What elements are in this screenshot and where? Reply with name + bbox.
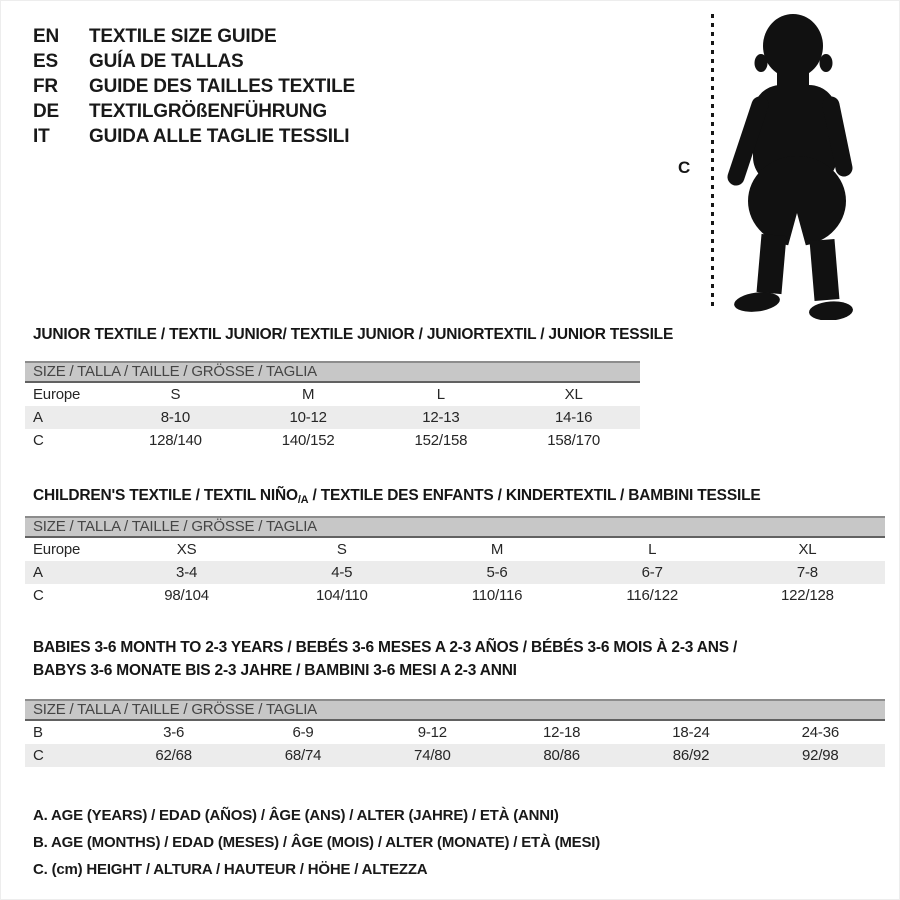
table-cell: 92/98 xyxy=(802,747,839,764)
table-cell: 86/92 xyxy=(672,747,710,764)
table-cell: 152/158 xyxy=(414,432,468,449)
table-row xyxy=(25,721,885,744)
table-cell: 9-12 xyxy=(417,724,447,741)
table-cell: 6-7 xyxy=(641,564,663,581)
language-title: GUIDE DES TAILLES TEXTILE xyxy=(89,75,355,97)
title-part: / TEXTILE DES ENFANTS / KINDERTEXTIL / BAMBINI TESSILE xyxy=(308,487,761,504)
language-title: GUIDA ALLE TAGLIE TESSILI xyxy=(89,125,350,147)
title-line: BABYS 3-6 MONATE BIS 2-3 JAHRE / BAMBINI 3-6 MESI A 2-3 ANNI xyxy=(33,662,517,679)
table-cell: 5-6 xyxy=(486,564,508,581)
language-title: TEXTILGRÖßENFÜHRUNG xyxy=(89,100,327,122)
baby-silhouette-icon xyxy=(700,5,870,320)
table-cell: XS xyxy=(176,541,197,558)
table-cell: 6-9 xyxy=(292,724,314,741)
title-line: BABIES 3-6 MONTH TO 2-3 YEARS / BEBÉS 3-6 MESES A 2-3 AÑOS / BÉBÉS 3-6 MOIS À 2-3 ANS / xyxy=(33,639,738,656)
table-cell: L xyxy=(436,386,445,403)
language-code: ES xyxy=(33,50,58,72)
table-cell: 98/104 xyxy=(164,587,209,604)
table-cell: 4-5 xyxy=(331,564,353,581)
table-cell: M xyxy=(490,541,504,558)
table-cell: 128/140 xyxy=(148,432,202,449)
table-cell: 3-6 xyxy=(163,724,185,741)
table-row xyxy=(25,561,885,584)
language-row xyxy=(33,49,355,74)
row-label: C xyxy=(33,587,44,604)
footnotes xyxy=(33,802,600,883)
table-cell: 110/116 xyxy=(471,587,523,604)
language-row xyxy=(33,74,355,99)
table-cell: 8-10 xyxy=(160,409,190,426)
section-title-junior: JUNIOR TEXTILE / TEXTIL JUNIOR/ TEXTILE JUNIOR / JUNIORTEXTIL / JUNIOR TESSILE xyxy=(33,326,674,343)
figure-area xyxy=(660,0,880,330)
row-label: A xyxy=(33,409,43,426)
table-row xyxy=(25,406,640,429)
section-title-babies xyxy=(33,636,737,682)
footnote-a: A. AGE (YEARS) / EDAD (AÑOS) / ÂGE (ANS) / ALTER (JAHRE) / ETÀ (ANNI) xyxy=(33,807,559,824)
table-cell: M xyxy=(301,386,315,403)
table-cell: 12-13 xyxy=(422,409,460,426)
babies-size-table xyxy=(25,699,885,767)
children-size-table xyxy=(25,516,885,607)
table-cell: L xyxy=(648,541,657,558)
table-cell: 122/128 xyxy=(781,587,834,604)
size-header-bar: SIZE / TALLA / TAILLE / GRÖSSE / TAGLIA xyxy=(25,361,640,383)
language-row xyxy=(33,99,355,124)
language-title: GUÍA DE TALLAS xyxy=(89,50,244,72)
table-cell: 14-16 xyxy=(554,409,593,426)
table-cell: 18-24 xyxy=(672,724,710,741)
language-code: IT xyxy=(33,125,50,147)
table-cell: XL xyxy=(564,386,583,403)
language-row xyxy=(33,124,355,149)
language-title: TEXTILE SIZE GUIDE xyxy=(89,25,277,47)
table-cell: XL xyxy=(798,541,817,558)
table-cell: 10-12 xyxy=(289,409,327,426)
row-label: Europe xyxy=(33,386,81,403)
table-row xyxy=(25,538,885,561)
table-row xyxy=(25,744,885,767)
row-label: C xyxy=(33,432,44,449)
title-part-sub: /A xyxy=(297,494,309,506)
table-row xyxy=(25,383,640,406)
section-title-children xyxy=(33,484,760,512)
table-cell: 68/74 xyxy=(284,747,322,764)
figure-height-label: C xyxy=(678,158,691,177)
table-cell: 3-4 xyxy=(176,564,198,581)
table-cell: S xyxy=(336,541,347,558)
row-label: B xyxy=(33,724,43,741)
table-cell: S xyxy=(170,386,181,403)
table-cell: 74/80 xyxy=(414,747,451,764)
table-cell: 12-18 xyxy=(542,724,581,741)
table-cell: 24-36 xyxy=(801,724,839,741)
footnote-c: C. (cm) HEIGHT / ALTURA / HAUTEUR / HÖHE / ALTEZZA xyxy=(33,861,428,878)
footnote-b: B. AGE (MONTHS) / EDAD (MESES) / ÂGE (MOIS) / ALTER (MONATE) / ETÀ (MESI) xyxy=(33,834,601,851)
table-cell: 80/86 xyxy=(543,747,580,764)
language-row xyxy=(33,24,355,49)
table-cell: 104/110 xyxy=(315,587,368,604)
table-body xyxy=(25,383,640,452)
language-code: FR xyxy=(33,75,58,97)
language-code: EN xyxy=(33,25,59,47)
junior-size-table xyxy=(25,361,640,452)
size-header-bar: SIZE / TALLA / TAILLE / GRÖSSE / TAGLIA xyxy=(25,516,885,538)
table-cell: 140/152 xyxy=(281,432,335,449)
language-title-list xyxy=(33,24,355,149)
size-header-bar: SIZE / TALLA / TAILLE / GRÖSSE / TAGLIA xyxy=(25,699,885,721)
row-label: A xyxy=(33,564,43,581)
table-cell: 158/170 xyxy=(547,432,601,449)
table-row xyxy=(25,584,885,607)
table-cell: 7-8 xyxy=(796,564,818,581)
table-cell: 62/68 xyxy=(155,747,192,764)
language-code: DE xyxy=(33,100,59,122)
row-label: Europe xyxy=(33,541,81,558)
table-body xyxy=(25,538,885,607)
table-cell: 116/122 xyxy=(626,587,679,604)
table-body xyxy=(25,721,885,767)
row-label: C xyxy=(33,747,44,764)
title-part: CHILDREN'S TEXTILE / TEXTIL NIÑO xyxy=(33,487,298,504)
table-row xyxy=(25,429,640,452)
